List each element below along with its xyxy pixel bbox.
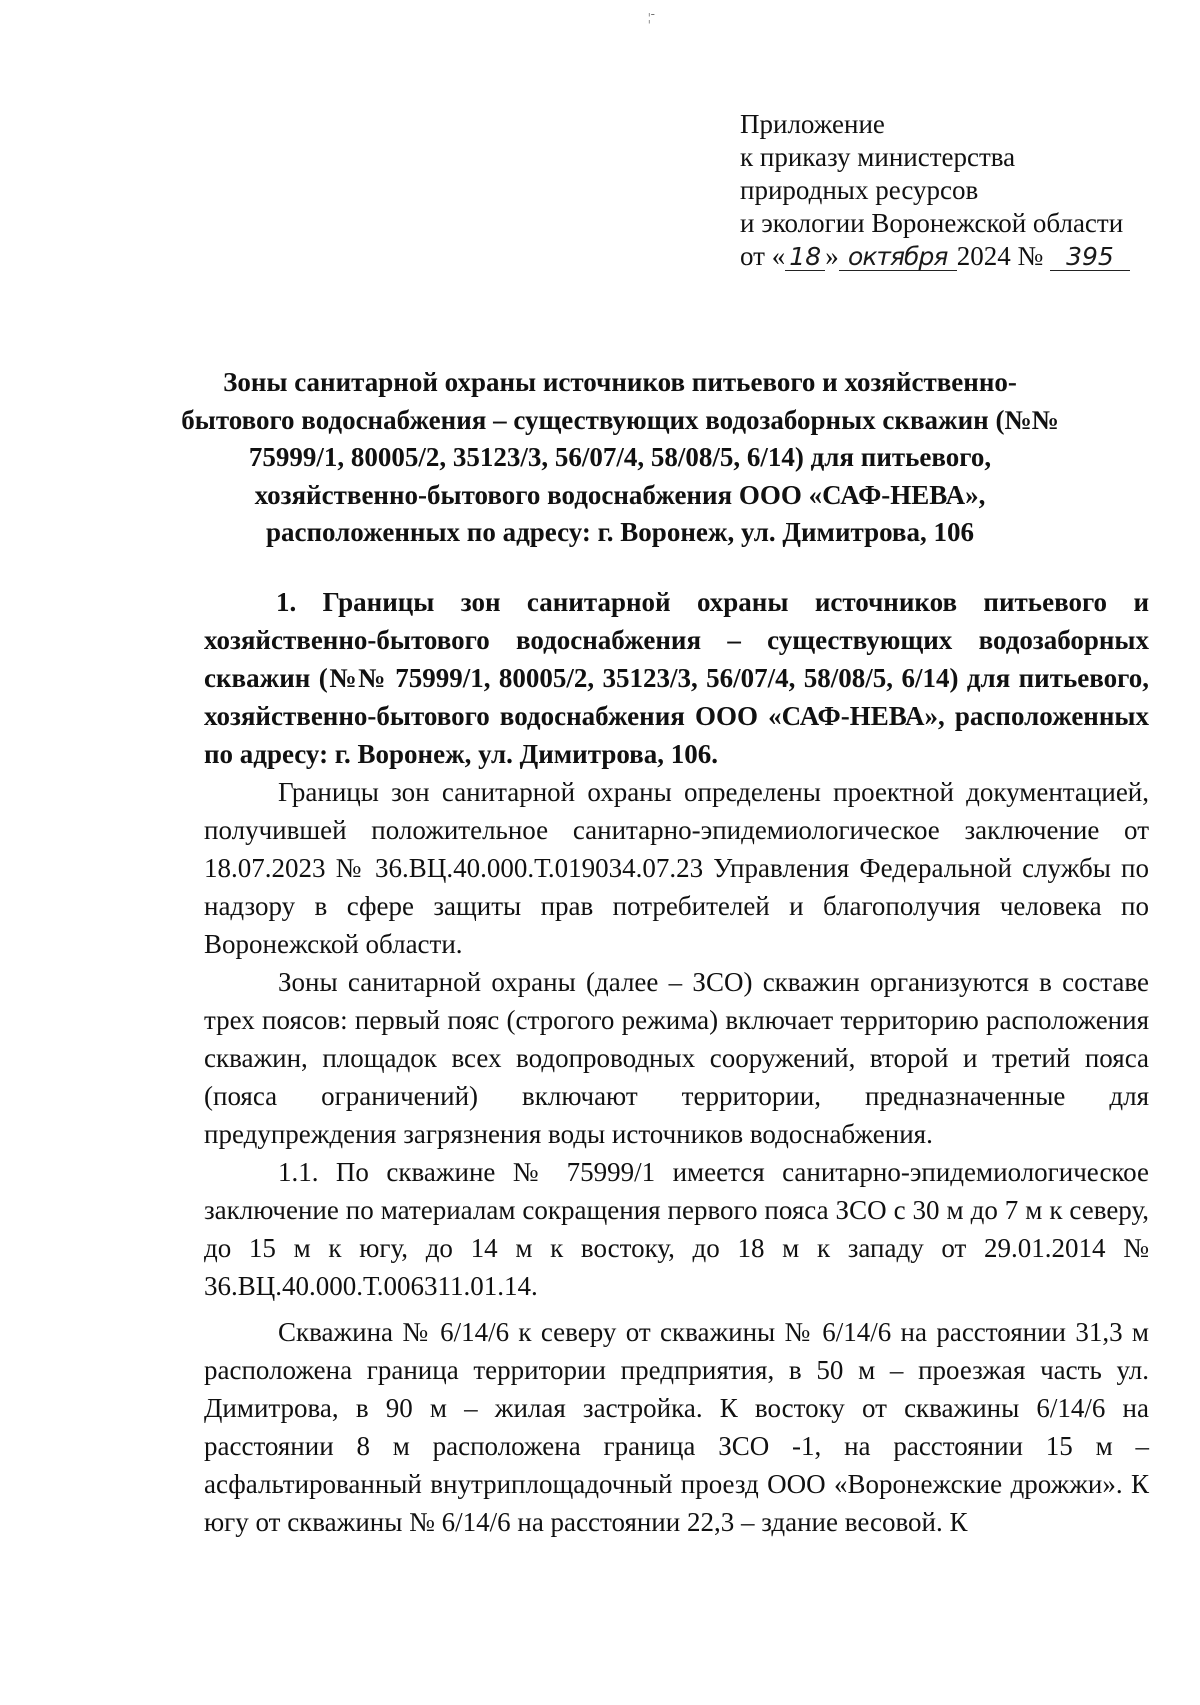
page-mark: ¦ᐨ (648, 10, 656, 24)
handwritten-number: 395 (1050, 244, 1130, 271)
annex-line-3: природных ресурсов (740, 175, 979, 205)
paragraph-well-6-14-6: Скважина № 6/14/6 к северу от скважины № 6/14/6 на расстоянии 31,3 м расположена граница территории предприятия, в 50 м – проезжая часть ул. Димитрова, в 90 м – жилая застройка. К востоку от скважины 6/14/6 на расстоянии 8 м расположена граница ЗСО -1, на расстоянии 15 м – асфальтированный внутриплощадочный проезд ООО «Воронежские дрожжи». К югу от скважины № 6/14/6 на расстоянии 22,3 – здание весовой. К (204, 1317, 1149, 1537)
date-year: 2024 № (956, 241, 1044, 271)
annex-date-line (740, 240, 1130, 273)
title-line-2: бытового водоснабжения – существующих водозаборных скважин (№№ (181, 404, 1059, 435)
paragraph-well-75999-1: 1.1. По скважине № 75999/1 имеется санитарно-эпидемиологическое заключение по материалам сокращения первого пояса ЗСО с 30 м до 7 м к северу, до 15 м к югу, до 14 м к востоку, до 18 м к западу от 29.01.2014 № 36.ВЦ.40.000.Т.006311.01.14. (204, 1157, 1149, 1301)
handwritten-day: 18 (785, 244, 825, 271)
handwritten-month: октября (839, 244, 957, 271)
date-close: » (825, 241, 839, 271)
section-1-heading: 1. Границы зон санитарной охраны источников питьевого и хозяйственно-бытового водоснабжения – существующих водозаборных скважин (№№ 75999/1, 80005/2, 35123/3, 56/07/4, 58/08/5, 6/14) для питьевого, хозяйственно-бытового водоснабжения ООО «САФ-НЕВА», расположенных по адресу: г. Воронеж, ул. Димитрова, 106. (204, 587, 1149, 769)
paragraph-zso-boundaries: Границы зон санитарной охраны определены проектной документацией, получившей положительное санитарно-эпидемиологическое заключение от 18.07.2023 № 36.ВЦ.40.000.Т.019034.07.23 Управления Федеральной службы по надзору в сфере защиты прав потребителей и благополучия человека по Воронежской области. (204, 777, 1149, 959)
document-body (204, 583, 1149, 1541)
paragraph-zso-belts: Зоны санитарной охраны (далее – ЗСО) скважин организуются в составе трех поясов: первый пояс (строгого режима) включает территорию расположения скважин, площадок всех водопроводных сооружений, второй и третий пояса (пояса ограничений) включают территории, предназначенные для предупреждения загрязнения воды источников водоснабжения. (204, 967, 1149, 1149)
title-line-4: хозяйственно-бытового водоснабжения ООО «САФ-НЕВА», (254, 479, 986, 510)
document-title (170, 364, 1070, 552)
date-prefix: от « (740, 241, 786, 271)
annex-block (740, 108, 1130, 273)
annex-line-2: к приказу министерства (740, 142, 1016, 172)
annex-line-1: Приложение (740, 109, 885, 139)
title-line-1: Зоны санитарной охраны источников питьевого и хозяйственно- (223, 367, 1017, 397)
title-line-5: расположенных по адресу: г. Воронеж, ул. Димитрова, 106 (265, 517, 975, 547)
annex-line-4: и экологии Воронежской области (740, 208, 1124, 238)
title-line-3: 75999/1, 80005/2, 35123/3, 56/07/4, 58/08/5, 6/14) для питьевого, (248, 442, 992, 472)
